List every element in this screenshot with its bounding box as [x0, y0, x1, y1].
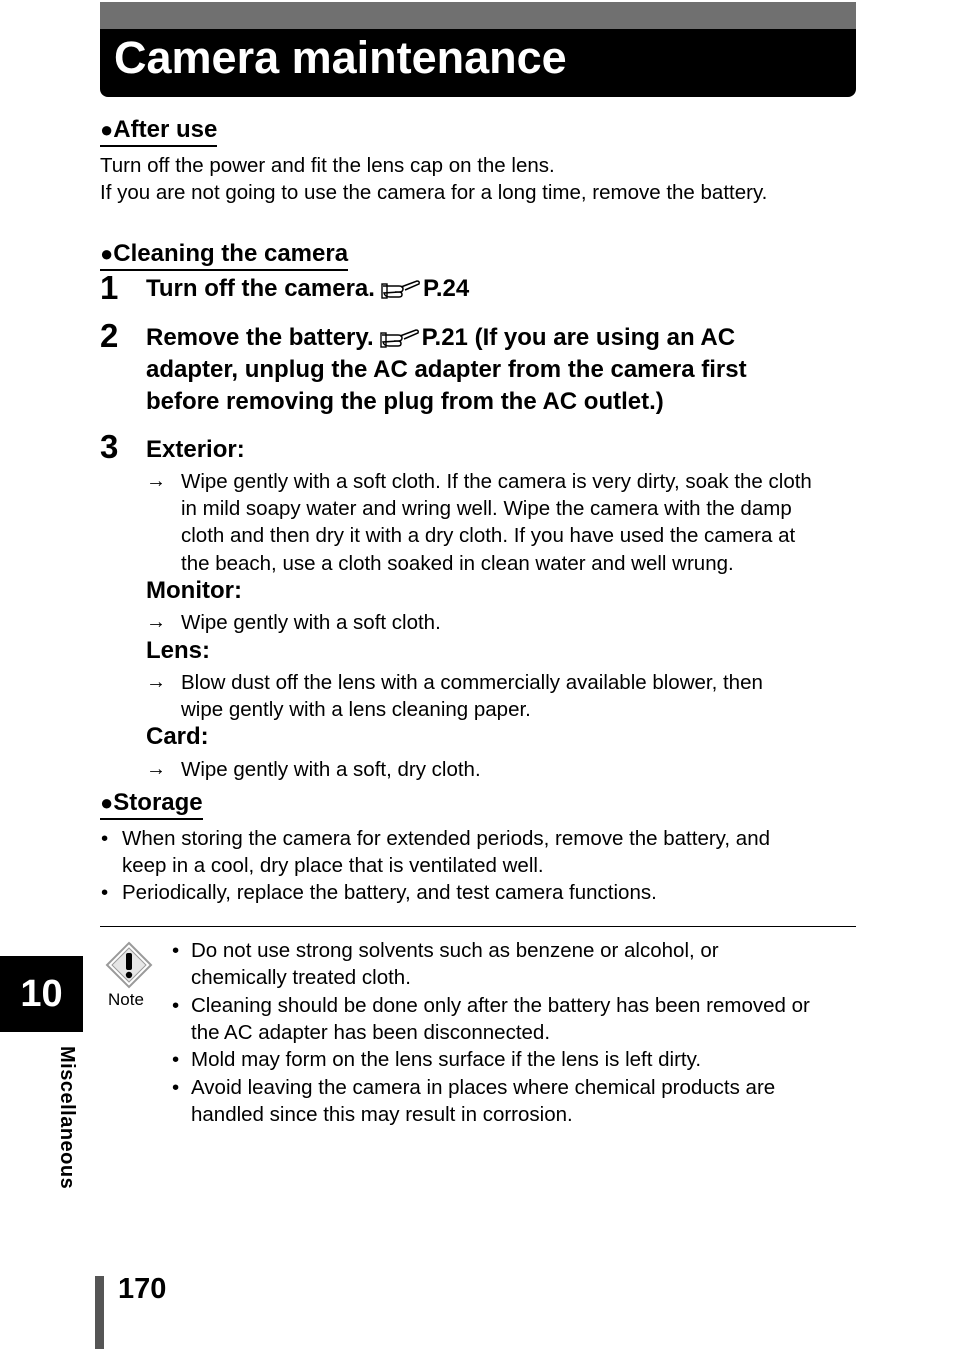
step-2-line: before removing the plug from the AC outlet.)	[146, 388, 664, 415]
storage-line: keep in a cool, dry place that is ventilated well.	[122, 854, 544, 877]
subhead-card: Card:	[146, 723, 209, 750]
page-number: 170	[118, 1273, 167, 1305]
pointing-hand-icon	[380, 326, 420, 348]
step-number: 3	[100, 428, 119, 465]
bullet: •	[172, 994, 180, 1017]
exterior-line: cloth and then dry it with a dry cloth. If you have used the camera at	[181, 524, 796, 547]
title-bar	[100, 2, 856, 97]
note-line: Mold may form on the lens surface if the lens is left dirty.	[191, 1048, 702, 1071]
subhead-lens: Lens:	[146, 637, 211, 664]
subhead-exterior: Exterior:	[146, 436, 245, 463]
after-use-line: Turn off the power and fit the lens cap on the lens.	[100, 154, 555, 177]
note-line: Cleaning should be done only after the battery has been removed or	[191, 994, 810, 1017]
heading-storage-label: Storage	[113, 789, 203, 816]
exterior-line: the beach, use a cloth soaked in clean water and well wrung.	[181, 552, 734, 575]
page-number-bar	[95, 1276, 104, 1349]
step-2-line: adapter, unplug the AC adapter from the camera first	[146, 356, 747, 383]
note-line: Do not use strong solvents such as benzene or alcohol, or	[191, 939, 719, 962]
note-line: chemically treated cloth.	[191, 966, 411, 989]
bullet: •	[101, 881, 109, 904]
bullet: •	[172, 1076, 180, 1099]
heading-cleaning-label: Cleaning the camera	[113, 240, 349, 267]
step-2-text	[146, 322, 735, 354]
arrow-icon: →	[146, 470, 166, 492]
step-2-label: Remove the battery.	[146, 324, 374, 351]
heading-cleaning	[100, 240, 348, 271]
title-strip	[100, 2, 856, 29]
note-line: the AC adapter has been disconnected.	[191, 1021, 551, 1044]
note-label: Note	[108, 990, 144, 1009]
storage-line: When storing the camera for extended periods, remove the battery, and	[122, 827, 771, 850]
lens-line: Blow dust off the lens with a commercially available blower, then	[181, 671, 763, 694]
page-title: Camera maintenance	[114, 32, 567, 83]
arrow-icon: →	[146, 671, 166, 693]
bullet-dot-icon: ●	[100, 117, 114, 142]
divider	[100, 926, 856, 927]
exterior-line: in mild soapy water and wring well. Wipe the camera with the damp	[181, 497, 792, 520]
exterior-line: Wipe gently with a soft cloth. If the camera is very dirty, soak the cloth	[181, 470, 812, 493]
arrow-icon: →	[146, 611, 166, 633]
bullet-dot-icon: ●	[100, 790, 114, 815]
lens-line: wipe gently with a lens cleaning paper.	[181, 698, 531, 721]
heading-storage	[100, 789, 203, 820]
chapter-tab	[0, 956, 83, 1032]
storage-line: Periodically, replace the battery, and test camera functions.	[122, 881, 657, 904]
after-use-line: If you are not going to use the camera for a long time, remove the battery.	[100, 181, 768, 204]
bullet: •	[172, 939, 180, 962]
step-number: 1	[100, 269, 119, 306]
monitor-line: Wipe gently with a soft cloth.	[181, 611, 441, 634]
heading-after-use	[100, 116, 217, 147]
pointing-hand-icon	[381, 277, 421, 299]
warning-icon	[104, 940, 154, 990]
bullet: •	[101, 827, 109, 850]
note-line: Avoid leaving the camera in places where chemical products are	[191, 1076, 776, 1099]
bullet-dot-icon: ●	[100, 241, 114, 266]
chapter-number: 10	[20, 973, 63, 1015]
card-line: Wipe gently with a soft, dry cloth.	[181, 758, 481, 781]
step-2-ref[interactable]: P.21 (If you are using an AC	[421, 324, 736, 351]
heading-after-use-label: After use	[113, 116, 218, 143]
arrow-icon: →	[146, 758, 166, 780]
step-1-label: Turn off the camera.	[146, 275, 375, 302]
chapter-label: Miscellaneous	[56, 1046, 78, 1190]
step-number: 2	[100, 317, 119, 354]
subhead-monitor: Monitor:	[146, 577, 242, 604]
note-line: handled since this may result in corrosion.	[191, 1103, 573, 1126]
step-1-ref[interactable]: P.24	[422, 275, 470, 302]
step-1-text	[146, 273, 469, 305]
bullet: •	[172, 1048, 180, 1071]
